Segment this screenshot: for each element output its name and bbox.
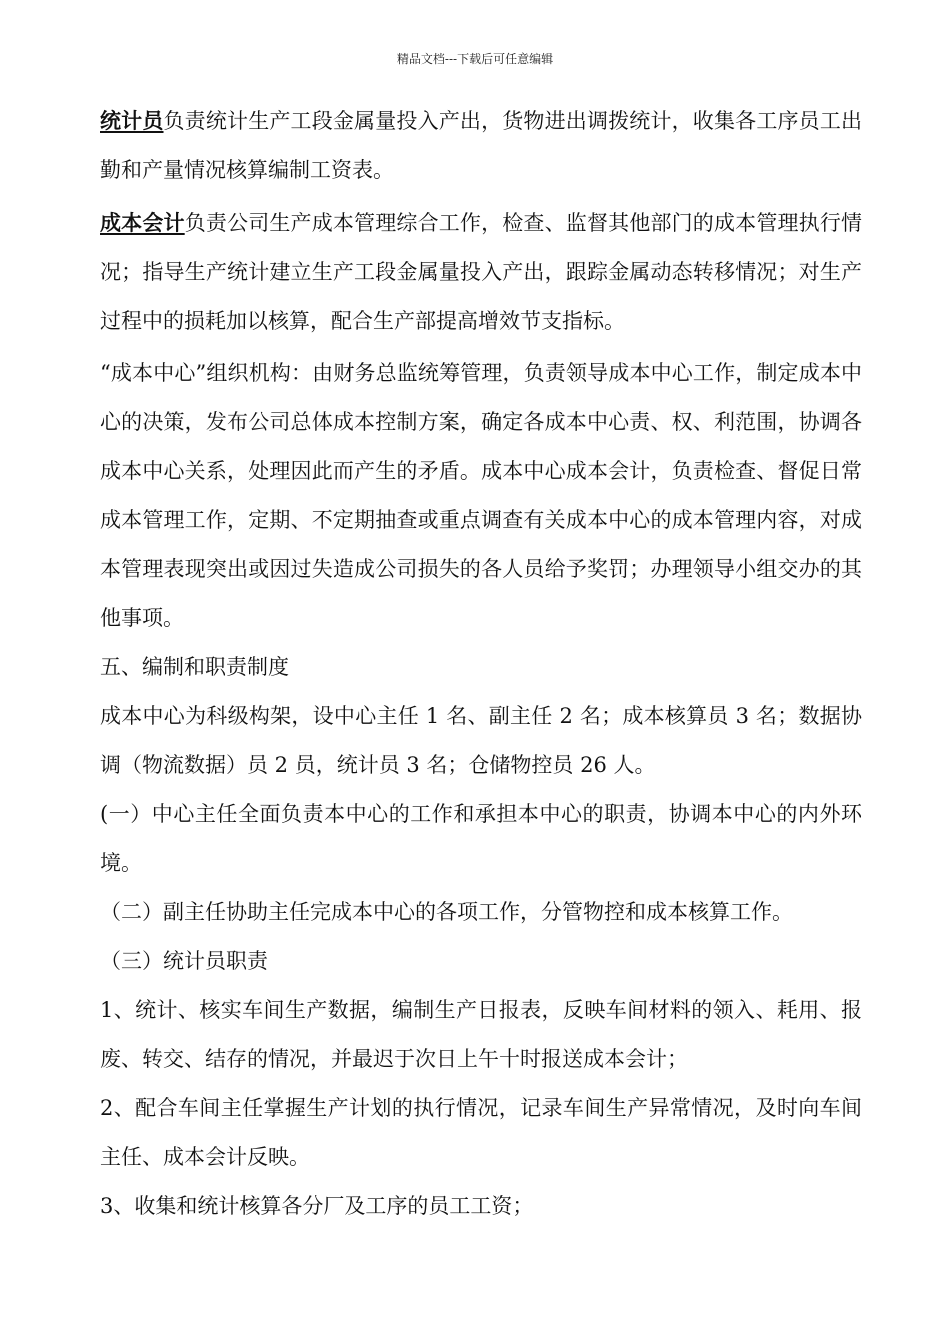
document-body: [100, 96, 862, 1231]
duty-item-3: 3、收集和统计核算各分厂及工序的员工工资；: [100, 1194, 534, 1218]
paragraph-staffing: 成本中心为科级构架，设中心主任 1 名、副主任 2 名；成本核算员 3 名；数据协调（物流数据）员 2 员，统计员 3 名；仓储物控员 26 人。: [100, 704, 862, 777]
paragraph-text: 负责统计生产工段金属量投入产出，货物进出调拨统计，收集各工序员工出勤和产量情况核算编制工资表。: [100, 109, 862, 182]
paragraph-text: 负责公司生产成本管理综合工作，检查、监督其他部门的成本管理执行情况；指导生产统计建立生产工段金属量投入产出，跟踪金属动态转移情况；对生产过程中的损耗加以核算，配合生产部提高增效节支指标。: [100, 211, 862, 333]
paragraph-item-1: (一）中心主任全面负责本中心的工作和承担本中心的职责，协调本中心的内外环境。: [100, 802, 862, 875]
section-heading: 五、编制和职责制度: [100, 655, 289, 679]
page-header: 精品文档---下载后可任意编辑: [396, 52, 554, 66]
term-cost-accountant: 成本会计: [100, 210, 185, 235]
paragraph-item-2: （二）副主任协助主任完成本中心的各项工作，分管物控和成本核算工作。: [100, 900, 793, 924]
paragraph-statistician: [100, 96, 862, 195]
term-statistician: 统计员: [100, 108, 164, 133]
paragraph-cost-accountant: [100, 198, 862, 346]
duty-item-2: 2、配合车间主任掌握生产计划的执行情况，记录车间生产异常情况，及时向车间主任、成本会计反映。: [100, 1096, 862, 1169]
paragraph-item-3: （三）统计员职责: [100, 949, 268, 973]
paragraph-organization: “成本中心”组织机构：由财务总监统筹管理，负责领导成本中心工作，制定成本中心的决策，发布公司总体成本控制方案，确定各成本中心责、权、利范围，协调各成本中心关系，处理因此而产生的矛盾。成本中心成本会计，负责检查、督促日常成本管理工作，定期、不定期抽查或重点调查有关成本中心的成本管理内容，对成本管理表现突出或因过失造成公司损失的各人员给予奖罚；办理领导小组交办的其他事项。: [100, 361, 862, 630]
duty-item-1: 1、统计、核实车间生产数据，编制生产日报表，反映车间材料的领入、耗用、报废、转交、结存的情况，并最迟于次日上午十时报送成本会计；: [100, 998, 862, 1071]
